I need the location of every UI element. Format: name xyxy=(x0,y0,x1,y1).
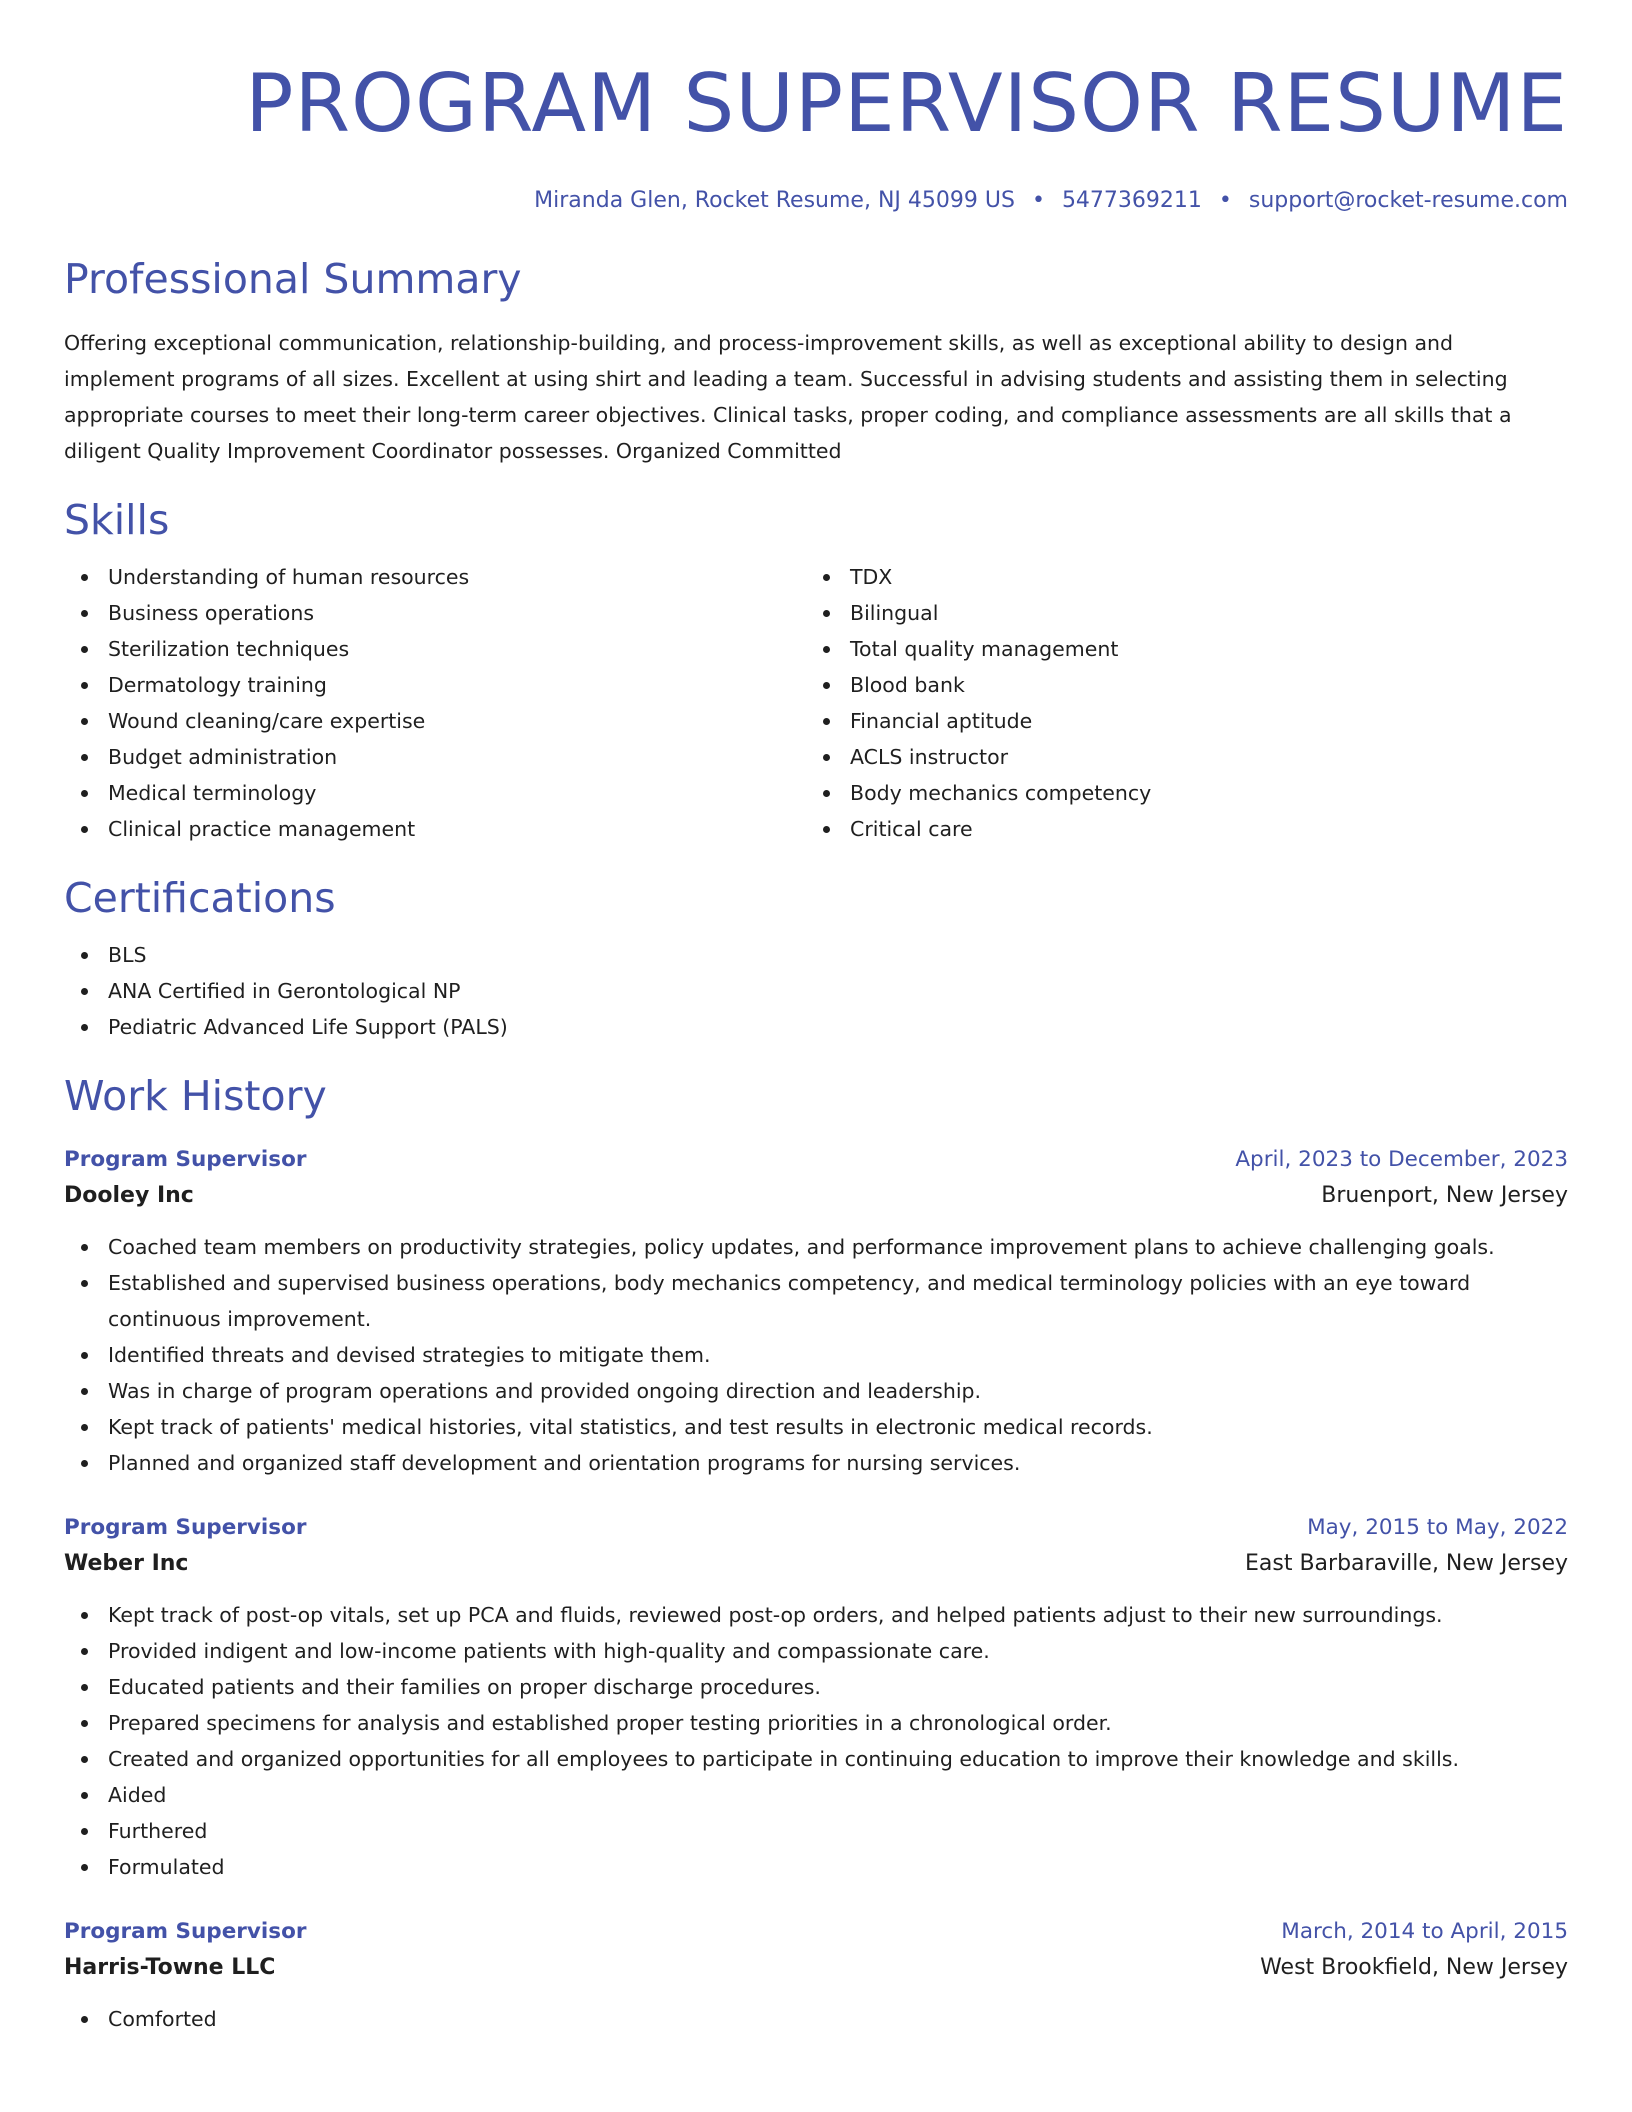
certifications-list xyxy=(64,937,1568,1045)
job-entry xyxy=(64,1511,1568,1885)
job-duties-list xyxy=(64,1229,1568,1481)
job-duty: Kept track of post-op vitals, set up PCA and fluids, reviewed post-op orders, and helped patients adjust to their new surroundings. xyxy=(64,1597,1568,1633)
job-dates: April, 2023 to December, 2023 xyxy=(1235,1147,1568,1172)
skill-item: Wound cleaning/care expertise xyxy=(64,703,806,739)
certification-item: ANA Certified in Gerontological NP xyxy=(64,973,1568,1009)
job-employer-row xyxy=(64,1949,1568,1987)
skill-item: Sterilization techniques xyxy=(64,631,806,667)
skill-item: Total quality management xyxy=(806,631,1548,667)
job-duty: Prepared specimens for analysis and established proper testing priorities in a chronological order. xyxy=(64,1705,1568,1741)
contact-email[interactable]: support@rocket-resume.com xyxy=(1248,188,1568,213)
contact-separator: • xyxy=(1031,188,1045,213)
job-duty: Formulated xyxy=(64,1849,1568,1885)
job-header-row xyxy=(64,1143,1568,1177)
job-duty: Educated patients and their families on proper discharge procedures. xyxy=(64,1669,1568,1705)
section-heading-certifications: Certifications xyxy=(64,874,336,922)
skill-item: Financial aptitude xyxy=(806,703,1548,739)
job-entry xyxy=(64,1143,1568,1481)
job-title: Program Supervisor xyxy=(64,1919,307,1944)
job-title: Program Supervisor xyxy=(64,1515,307,1540)
job-employer-row xyxy=(64,1545,1568,1583)
skill-item: Business operations xyxy=(64,595,806,631)
contact-separator: • xyxy=(1218,188,1232,213)
job-duty: Aided xyxy=(64,1777,1568,1813)
job-location: West Brookfield, New Jersey xyxy=(1260,1955,1568,1980)
skills-list-left xyxy=(64,559,806,847)
job-duty: Was in charge of program operations and provided ongoing direction and leadership. xyxy=(64,1373,1568,1409)
section-heading-summary: Professional Summary xyxy=(64,255,522,303)
job-entry xyxy=(64,1915,1568,2037)
skill-item: Blood bank xyxy=(806,667,1548,703)
resume-title: PROGRAM SUPERVISOR RESUME xyxy=(245,57,1568,150)
skills-list-right xyxy=(806,559,1548,847)
job-duty: Established and supervised business operations, body mechanics competency, and medical terminology policies with an eye toward continuous improvement. xyxy=(64,1265,1568,1337)
job-duty: Provided indigent and low-income patients with high-quality and compassionate care. xyxy=(64,1633,1568,1669)
job-dates: March, 2014 to April, 2015 xyxy=(1281,1919,1568,1944)
section-heading-work-history: Work History xyxy=(64,1072,327,1120)
certification-item: Pediatric Advanced Life Support (PALS) xyxy=(64,1009,1568,1045)
job-duties-list xyxy=(64,1597,1568,1885)
skill-item: Body mechanics competency xyxy=(806,775,1548,811)
section-heading-skills: Skills xyxy=(64,496,170,544)
job-location: East Barbaraville, New Jersey xyxy=(1245,1551,1568,1576)
skills-grid xyxy=(64,559,1568,847)
job-duty: Identified threats and devised strategies to mitigate them. xyxy=(64,1337,1568,1373)
job-duty: Planned and organized staff development and orientation programs for nursing services. xyxy=(64,1445,1568,1481)
contact-phone: 5477369211 xyxy=(1061,188,1202,213)
summary-text: Offering exceptional communication, relationship-building, and process-improvement skills, as well as exceptional ability to design and implement programs of all sizes. Excellent at using shirt and leading a team. Successful in advising students and assisting them in selecting appropriate courses to meet their long-term career objectives. Clinical tasks, proper coding, and compliance assessments are all skills that a diligent Quality Improvement Coordinator possesses. Organized Committed xyxy=(64,331,1512,463)
job-company: Harris-Towne LLC xyxy=(64,1955,276,1980)
job-duty: Comforted xyxy=(64,2001,1568,2037)
contact-address: Miranda Glen, Rocket Resume, NJ 45099 US xyxy=(534,188,1015,213)
job-duty: Created and organized opportunities for all employees to participate in continuing education to improve their knowledge and skills. xyxy=(64,1741,1568,1777)
skill-item: Understanding of human resources xyxy=(64,559,806,595)
skill-item: TDX xyxy=(806,559,1548,595)
job-dates: May, 2015 to May, 2022 xyxy=(1307,1515,1568,1540)
job-company: Weber Inc xyxy=(64,1551,189,1576)
certification-item: BLS xyxy=(64,937,1568,973)
skill-item: Budget administration xyxy=(64,739,806,775)
job-duties-list xyxy=(64,2001,1568,2037)
job-location: Bruenport, New Jersey xyxy=(1321,1183,1568,1208)
skill-item: Dermatology training xyxy=(64,667,806,703)
job-company: Dooley Inc xyxy=(64,1183,194,1208)
skill-item: Clinical practice management xyxy=(64,811,806,847)
job-duty: Kept track of patients' medical histories, vital statistics, and test results in electronic medical records. xyxy=(64,1409,1568,1445)
job-duty: Furthered xyxy=(64,1813,1568,1849)
job-employer-row xyxy=(64,1177,1568,1215)
job-title: Program Supervisor xyxy=(64,1147,307,1172)
skill-item: Medical terminology xyxy=(64,775,806,811)
skill-item: Critical care xyxy=(806,811,1548,847)
skill-item: ACLS instructor xyxy=(806,739,1548,775)
job-header-row xyxy=(64,1511,1568,1545)
job-header-row xyxy=(64,1915,1568,1949)
skill-item: Bilingual xyxy=(806,595,1548,631)
contact-line xyxy=(64,188,1568,214)
job-duty: Coached team members on productivity strategies, policy updates, and performance improvement plans to achieve challenging goals. xyxy=(64,1229,1568,1265)
